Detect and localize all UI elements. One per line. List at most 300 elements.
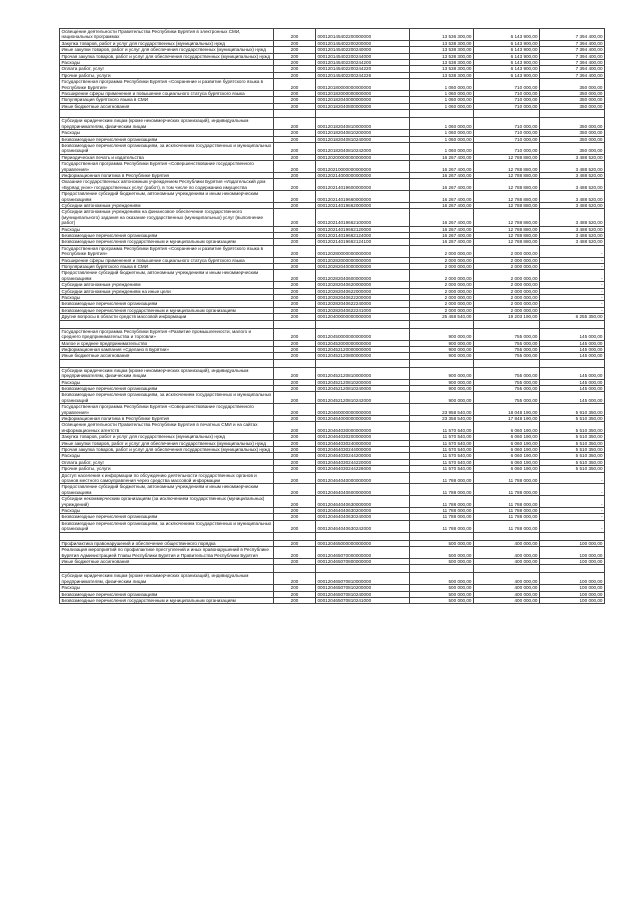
executed-amount-cell: 12 788 880,00 [474,172,540,178]
admin-code-cell: 200 [274,547,316,559]
classification-code-cell: 000120464030244000000 [316,447,410,453]
item-name-cell: Безвозмездные перечисления организациям [60,233,274,239]
approved-amount-cell: 13 536 300,00 [410,29,474,41]
unexecuted-amount-cell: 3 488 520,00 [540,161,605,173]
executed-amount-cell: 2 000 000,00 [474,307,540,313]
executed-amount-cell: 12 788 880,00 [474,209,540,226]
item-name-cell: Субсидии юридическим лицам (кроме некоммерческих организаций), индивидуальным предпринимателям, физическим лицам [60,573,274,585]
classification-code-cell: 000120214019662100000 [316,209,410,226]
unexecuted-amount-cell: 350 000,00 [540,103,605,109]
unexecuted-amount-cell: - [540,257,605,263]
executed-amount-cell: 400 000,00 [474,547,540,559]
approved-amount-cell: 1 060 000,00 [410,103,474,109]
classification-code-cell: 000120214019662124000 [316,233,410,239]
executed-amount-cell: 400 000,00 [474,597,540,603]
approved-amount-cell: 2 000 000,00 [410,295,474,301]
admin-code-cell: 200 [274,496,316,508]
unexecuted-amount-cell: 3 488 520,00 [540,209,605,226]
classification-code-cell: 000120464030244200000 [316,453,410,459]
classification-code-cell: 000120282040620000000 [316,282,410,288]
approved-amount-cell: 11 788 000,00 [410,514,474,520]
admin-code-cell: 200 [274,367,316,379]
approved-amount-cell: 500 000,00 [410,597,474,603]
classification-code-cell: 000120465070810241000 [316,597,410,603]
executed-amount-cell: 2 000 000,00 [474,270,540,282]
admin-code-cell: 200 [274,103,316,109]
executed-amount-cell: 710 000,00 [474,97,540,103]
admin-code-cell: 200 [274,314,316,320]
approved-amount-cell: 11 788 000,00 [410,472,474,484]
admin-code-cell: 200 [274,520,316,532]
unexecuted-amount-cell: 5 510 350,00 [540,466,605,472]
admin-code-cell: 200 [274,270,316,282]
classification-code-cell: 000120214019662124100 [316,239,410,245]
table-row [60,172,605,178]
classification-code-cell: 000120182040810000000 [316,118,410,130]
admin-code-cell: 200 [274,226,316,232]
classification-code-cell: 000120465070810200000 [316,585,410,591]
empty-cell [540,532,605,540]
unexecuted-amount-cell: 350 000,00 [540,91,605,97]
approved-amount-cell: 1 060 000,00 [410,97,474,103]
item-name-cell: Расходы [60,130,274,136]
classification-code-cell: 000120282040622240000 [316,301,410,307]
unexecuted-amount-cell: 350 000,00 [540,97,605,103]
item-name-cell: Освещение деятельности Правительства Республики Бурятия в печатных СМИ и на сайтах информационных агентств [60,422,274,434]
empty-cell [474,320,540,328]
classification-code-cell: 000120400000000000000 [316,314,410,320]
table-row [60,447,605,453]
executed-amount-cell: 710 000,00 [474,142,540,154]
classification-code-cell: 000120182040000000000 [316,97,410,103]
approved-amount-cell: 2 000 000,00 [410,301,474,307]
executed-amount-cell: 400 000,00 [474,558,540,564]
table-row [60,367,605,379]
executed-amount-cell: 710 000,00 [474,136,540,142]
table-row [60,142,605,154]
executed-amount-cell: 6 060 190,00 [474,440,540,446]
classification-code-cell: 000120280000000000000 [316,245,410,257]
approved-amount-cell: 11 788 000,00 [410,484,474,496]
approved-amount-cell: 11 788 000,00 [410,508,474,514]
admin-code-cell: 200 [274,72,316,78]
admin-code-cell: 200 [274,585,316,591]
table-row [60,154,605,160]
executed-amount-cell: 12 788 880,00 [474,161,540,173]
item-name-cell: Реализация мероприятий по профилактике преступлений и иных правонарушений в Республике Бурятия Администрацией Главы Республики Бурятия и Правительства Республики Бурятия [60,547,274,559]
item-name-cell: Популяризация бурятского языка в СМИ [60,97,274,103]
classification-code-cell: 000120145402200244000 [316,53,410,59]
classification-code-cell: 000120214019600000000 [316,179,410,191]
table-row [60,270,605,282]
item-name-cell: Государственная программа Республики Бурятия «Совершенствование государственного управления» [60,161,274,173]
empty-cell [60,320,274,328]
approved-amount-cell: 2 000 000,00 [410,257,474,263]
table-row [60,239,605,245]
item-name-cell: Доступ населения к информации по обсуждению деятельности государственных органов и органов местного самоуправления через средства массовой информации [60,472,274,484]
unexecuted-amount-cell: 3 488 520,00 [540,191,605,203]
unexecuted-amount-cell: 7 394 400,00 [540,40,605,46]
empty-cell [316,532,410,540]
unexecuted-amount-cell: - [540,264,605,270]
item-name-cell: Безвозмездные перечисления организациям, за исключением государственных и муниципальных организаций [60,392,274,404]
table-row [60,79,605,91]
admin-code-cell: 200 [274,161,316,173]
unexecuted-amount-cell: 350 000,00 [540,118,605,130]
classification-code-cell: 000120214000000000000 [316,172,410,178]
admin-code-cell: 200 [274,573,316,585]
executed-amount-cell: 11 788 000,00 [474,514,540,520]
table-row [60,118,605,130]
unexecuted-amount-cell: 3 488 520,00 [540,239,605,245]
approved-amount-cell: 23 358 540,00 [410,415,474,421]
classification-code-cell: 000120465000000000000 [316,540,410,546]
executed-amount-cell: 6 060 190,00 [474,459,540,465]
admin-code-cell: 200 [274,233,316,239]
classification-code-cell: 000120460000000000000 [316,404,410,416]
unexecuted-amount-cell: - [540,282,605,288]
classification-code-cell: 000120464040600000000 [316,484,410,496]
table-row [60,573,605,585]
classification-code-cell: 000120214019660000000 [316,191,410,203]
empty-cell [60,110,274,118]
approved-amount-cell: 500 000,00 [410,591,474,597]
approved-amount-cell: 11 570 540,00 [410,453,474,459]
item-name-cell: Субсидии автономным учреждениям на иные цели [60,288,274,294]
item-name-cell: Иные закупки товаров, работ и услуг для обеспечения государственных (муниципальных) нужд [60,47,274,53]
unexecuted-amount-cell: - [540,245,605,257]
classification-code-cell: 000120282040622241000 [316,307,410,313]
table-row [60,434,605,440]
item-name-cell: Государственная программа Республики Бурятия «Развитие промышленности, малого и среднего предпринимательства и торговли» [60,328,274,340]
empty-cell [274,359,316,367]
approved-amount-cell: 500 000,00 [410,585,474,591]
executed-amount-cell: 755 000,00 [474,385,540,391]
executed-amount-cell: 6 060 190,00 [474,447,540,453]
classification-code-cell: 000120465070810240000 [316,591,410,597]
classification-code-cell: 000120145402200000000 [316,29,410,41]
admin-code-cell: 200 [274,508,316,514]
executed-amount-cell: 6 060 190,00 [474,466,540,472]
executed-amount-cell: 11 788 000,00 [474,484,540,496]
admin-code-cell: 200 [274,591,316,597]
approved-amount-cell: 900 000,00 [410,385,474,391]
executed-amount-cell: 12 788 880,00 [474,154,540,160]
admin-code-cell: 200 [274,79,316,91]
table-row [60,484,605,496]
table-spacer-row [60,110,605,118]
executed-amount-cell: 6 060 190,00 [474,453,540,459]
item-name-cell: Расширение сферы применения и повышение социального статуса бурятского языка [60,257,274,263]
empty-cell [410,320,474,328]
classification-code-cell: 000120182040810240000 [316,136,410,142]
item-name-cell: Оказание государственных автономным учреждением Республики Бурятия «Издательский дом «Буряад унэн» государственных услуг (работ), в том числе по содержанию имущества [60,179,274,191]
item-name-cell: Прочие работы, услуги [60,466,274,472]
unexecuted-amount-cell: 7 394 400,00 [540,47,605,53]
executed-amount-cell: 710 000,00 [474,79,540,91]
executed-amount-cell: 2 000 000,00 [474,288,540,294]
classification-code-cell: 000120452120800000000 [316,353,410,359]
empty-cell [474,359,540,367]
admin-code-cell: 200 [274,307,316,313]
admin-code-cell: 200 [274,353,316,359]
classification-code-cell: 000120464040630242000 [316,520,410,532]
item-name-cell: Расходы [60,453,274,459]
admin-code-cell: 200 [274,459,316,465]
executed-amount-cell: 17 848 190,00 [474,415,540,421]
approved-amount-cell: 900 000,00 [410,328,474,340]
classification-code-cell: 000120452120000000000 [316,346,410,352]
table-row [60,346,605,352]
executed-amount-cell: 12 788 880,00 [474,226,540,232]
unexecuted-amount-cell: 350 000,00 [540,136,605,142]
classification-code-cell: 000120464040630000000 [316,496,410,508]
executed-amount-cell: 2 000 000,00 [474,264,540,270]
approved-amount-cell: 16 267 400,00 [410,209,474,226]
item-name-cell: Освещение деятельности Правительства Республики Бурятия в электронных СМИ, национальных программах [60,29,274,41]
unexecuted-amount-cell: 100 000,00 [540,540,605,546]
item-name-cell: Иные бюджетные ассигнования [60,353,274,359]
item-name-cell: Расходы [60,295,274,301]
admin-code-cell: 200 [274,136,316,142]
item-name-cell: Безвозмездные перечисления организациям [60,301,274,307]
executed-amount-cell: 12 788 880,00 [474,202,540,208]
executed-amount-cell: 6 143 900,00 [474,72,540,78]
classification-code-cell: 000120180000000000000 [316,79,410,91]
classification-code-cell: 000120214019662120000 [316,226,410,232]
unexecuted-amount-cell: 5 510 350,00 [540,434,605,440]
classification-code-cell: 000120464030200000000 [316,434,410,440]
approved-amount-cell: 25 458 540,00 [410,314,474,320]
item-name-cell: Периодическая печать и издательства [60,154,274,160]
table-row [60,472,605,484]
unexecuted-amount-cell: 7 394 400,00 [540,29,605,41]
executed-amount-cell: 755 000,00 [474,346,540,352]
unexecuted-amount-cell: 6 255 350,00 [540,314,605,320]
approved-amount-cell: 900 000,00 [410,379,474,385]
approved-amount-cell: 11 570 540,00 [410,447,474,453]
executed-amount-cell: 755 000,00 [474,392,540,404]
approved-amount-cell: 500 000,00 [410,558,474,564]
table-spacer-row [60,532,605,540]
classification-code-cell: 000120464040630200000 [316,508,410,514]
executed-amount-cell: 400 000,00 [474,540,540,546]
table-row [60,91,605,97]
admin-code-cell: 200 [274,453,316,459]
executed-amount-cell: 6 143 900,00 [474,47,540,53]
classification-code-cell: 000120145402200244226 [316,72,410,78]
executed-amount-cell: 11 788 000,00 [474,508,540,514]
executed-amount-cell: 12 788 880,00 [474,191,540,203]
approved-amount-cell: 500 000,00 [410,540,474,546]
classification-code-cell: 000120182040810242000 [316,142,410,154]
classification-code-cell: 000120452120810000000 [316,367,410,379]
item-name-cell: Предоставление субсидий бюджетным, автономным учреждениям и иным некоммерческим организациям [60,484,274,496]
empty-cell [474,532,540,540]
item-name-cell: Субсидии автономным учреждениям [60,282,274,288]
table-row [60,514,605,520]
item-name-cell: Информационная политика в Республике Бурятия [60,172,274,178]
unexecuted-amount-cell: 145 000,00 [540,340,605,346]
approved-amount-cell: 16 267 400,00 [410,161,474,173]
item-name-cell: Безвозмездные перечисления государственным и муниципальным организациям [60,307,274,313]
admin-code-cell: 200 [274,422,316,434]
item-name-cell: Информационная политика в Республике Бурятия [60,415,274,421]
table-row [60,301,605,307]
admin-code-cell: 200 [274,288,316,294]
item-name-cell: Оплата работ, услуг [60,66,274,72]
approved-amount-cell: 1 060 000,00 [410,79,474,91]
admin-code-cell: 200 [274,415,316,421]
classification-code-cell: 000120464000000000000 [316,415,410,421]
classification-code-cell: 000120145402200200000 [316,40,410,46]
empty-cell [60,359,274,367]
unexecuted-amount-cell: - [540,295,605,301]
approved-amount-cell: 16 267 400,00 [410,154,474,160]
approved-amount-cell: 13 538 300,00 [410,47,474,53]
admin-code-cell: 200 [274,514,316,520]
budget-table-body [60,29,605,604]
approved-amount-cell: 13 538 300,00 [410,40,474,46]
approved-amount-cell: 16 267 400,00 [410,239,474,245]
admin-code-cell: 200 [274,118,316,130]
empty-cell [316,110,410,118]
classification-code-cell: 000120464040630240000 [316,514,410,520]
unexecuted-amount-cell: - [540,514,605,520]
admin-code-cell: 200 [274,282,316,288]
item-name-cell: Субсидии автономным учреждениям на финансовое обеспечение государственного (муниципального) задания на оказание государственных (муниципальных) услуг (выполнение работ) [60,209,274,226]
executed-amount-cell: 6 143 900,00 [474,60,540,66]
empty-cell [60,532,274,540]
unexecuted-amount-cell: 100 000,00 [540,573,605,585]
executed-amount-cell: 11 788 000,00 [474,496,540,508]
executed-amount-cell: 6 143 900,00 [474,66,540,72]
executed-amount-cell: 755 000,00 [474,367,540,379]
unexecuted-amount-cell: 5 510 350,00 [540,440,605,446]
item-name-cell: Государственная программа Республики Бурятия «Сохранение и развитие бурятского языка в Республике Бурятия» [60,245,274,257]
admin-code-cell: 200 [274,340,316,346]
item-name-cell: Субсидии автономным учреждениям [60,202,274,208]
approved-amount-cell: 2 000 000,00 [410,270,474,282]
executed-amount-cell: 12 788 880,00 [474,233,540,239]
approved-amount-cell: 2 000 000,00 [410,264,474,270]
table-row [60,597,605,603]
executed-amount-cell: 2 000 000,00 [474,282,540,288]
item-name-cell: Государственная программа Республики Бурятия «Сохранение и развитие бурятского языка в Республике Бурятия» [60,79,274,91]
admin-code-cell: 200 [274,202,316,208]
unexecuted-amount-cell: 5 510 350,00 [540,453,605,459]
unexecuted-amount-cell: 3 488 520,00 [540,233,605,239]
admin-code-cell: 200 [274,191,316,203]
item-name-cell: Расходы [60,585,274,591]
classification-code-cell: 000120464030000000000 [316,422,410,434]
item-name-cell: Закупка товаров, работ и услуг для государственных (муниципальных) нужд [60,40,274,46]
table-row [60,415,605,421]
executed-amount-cell: 710 000,00 [474,130,540,136]
approved-amount-cell: 11 570 540,00 [410,440,474,446]
empty-cell [410,359,474,367]
unexecuted-amount-cell: 3 488 520,00 [540,179,605,191]
item-name-cell: Оплата работ, услуг [60,459,274,465]
approved-amount-cell: 2 000 000,00 [410,307,474,313]
item-name-cell: Расходы [60,379,274,385]
executed-amount-cell: 710 000,00 [474,103,540,109]
empty-cell [540,359,605,367]
table-spacer-row [60,565,605,573]
item-name-cell: Иные бюджетные ассигнования [60,558,274,564]
item-name-cell: Предоставление субсидий бюджетным, автономным учреждениям и иным некоммерческим организациям [60,270,274,282]
unexecuted-amount-cell: 145 000,00 [540,392,605,404]
unexecuted-amount-cell: 3 488 520,00 [540,172,605,178]
approved-amount-cell: 2 000 000,00 [410,245,474,257]
item-name-cell: Государственная программа Республики Бурятия «Совершенствование государственного управления» [60,404,274,416]
admin-code-cell: 200 [274,484,316,496]
executed-amount-cell: 11 788 000,00 [474,472,540,484]
table-row [60,179,605,191]
table-row [60,136,605,142]
executed-amount-cell: 755 000,00 [474,379,540,385]
table-row [60,47,605,53]
executed-amount-cell: 6 143 900,00 [474,53,540,59]
admin-code-cell: 200 [274,97,316,103]
empty-cell [410,532,474,540]
executed-amount-cell: 755 000,00 [474,353,540,359]
admin-code-cell: 200 [274,597,316,603]
empty-cell [316,565,410,573]
table-row [60,392,605,404]
executed-amount-cell: 6 060 190,00 [474,422,540,434]
admin-code-cell: 200 [274,91,316,97]
classification-code-cell: 000120282000000000000 [316,257,410,263]
unexecuted-amount-cell: 3 488 520,00 [540,226,605,232]
empty-cell [410,110,474,118]
table-row [60,340,605,346]
item-name-cell: Прочая закупка товаров, работ и услуг для обеспечения государственных (муниципальных) нужд [60,447,274,453]
table-spacer-row [60,359,605,367]
admin-code-cell: 200 [274,447,316,453]
table-row [60,314,605,320]
unexecuted-amount-cell: 145 000,00 [540,328,605,340]
approved-amount-cell: 11 788 000,00 [410,520,474,532]
admin-code-cell: 200 [274,385,316,391]
approved-amount-cell: 11 570 540,00 [410,434,474,440]
item-name-cell: Иные закупки товаров, работ и услуг для обеспечения государственных (муниципальных) нужд [60,440,274,446]
table-row [60,288,605,294]
unexecuted-amount-cell: 145 000,00 [540,367,605,379]
executed-amount-cell: 400 000,00 [474,573,540,585]
executed-amount-cell: 400 000,00 [474,585,540,591]
table-row [60,540,605,546]
classification-code-cell: 000120145402200244200 [316,60,410,66]
unexecuted-amount-cell: 145 000,00 [540,353,605,359]
budget-report-page [59,28,603,604]
classification-code-cell: 000120450000000000000 [316,328,410,340]
unexecuted-amount-cell: 7 394 400,00 [540,72,605,78]
executed-amount-cell: 18 048 190,00 [474,404,540,416]
item-name-cell: Безвозмездные перечисления государственным и муниципальным организациям [60,597,274,603]
admin-code-cell: 200 [274,392,316,404]
unexecuted-amount-cell: 145 000,00 [540,346,605,352]
admin-code-cell: 200 [274,172,316,178]
executed-amount-cell: 2 000 000,00 [474,245,540,257]
empty-cell [60,565,274,573]
admin-code-cell: 200 [274,328,316,340]
item-name-cell: Расходы [60,508,274,514]
item-name-cell: Безвозмездные перечисления организациям [60,514,274,520]
item-name-cell: Прочие работы, услуги [60,72,274,78]
unexecuted-amount-cell: - [540,270,605,282]
classification-code-cell: 000120145402200244220 [316,66,410,72]
